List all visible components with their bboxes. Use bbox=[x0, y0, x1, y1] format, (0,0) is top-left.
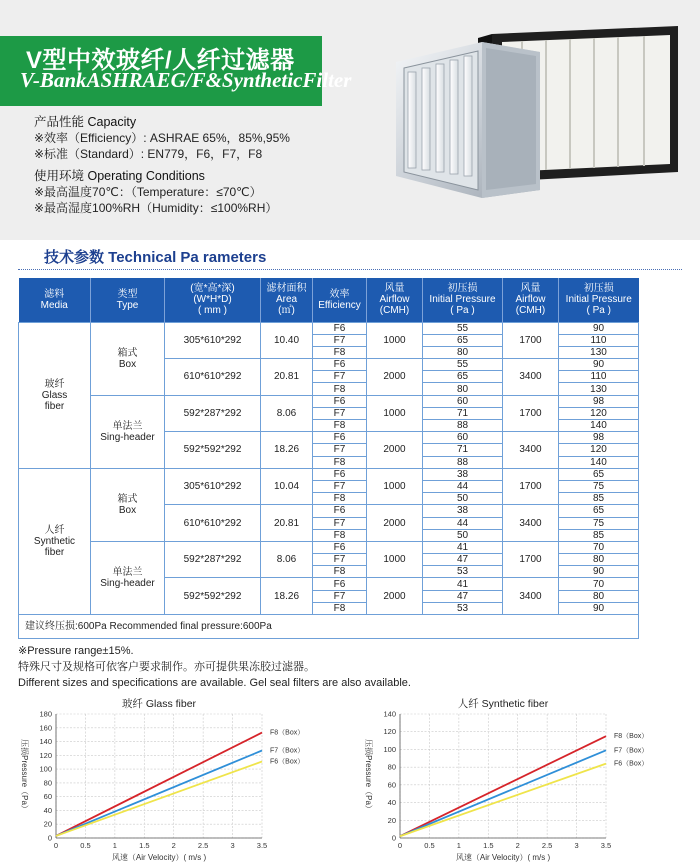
temperature-spec: ※最高温度70℃：（Temperature：≤70℃） bbox=[34, 185, 262, 199]
airflow-cell: 3400 bbox=[503, 505, 559, 542]
header bbox=[0, 0, 700, 240]
table-row bbox=[19, 468, 639, 480]
series-line-2 bbox=[400, 764, 606, 837]
initial-pressure-cell: 120 bbox=[559, 444, 639, 456]
initial-pressure-cell: 44 bbox=[423, 480, 503, 492]
header-initial-pressure-2: 初压损 Initial Pressure ( Pa ) bbox=[559, 278, 639, 322]
y-tick-label: 0 bbox=[47, 833, 52, 843]
initial-pressure-cell: 110 bbox=[559, 334, 639, 346]
initial-pressure-cell: 47 bbox=[423, 590, 503, 602]
type-cell: 箱式 Box bbox=[91, 468, 165, 541]
initial-pressure-cell: 80 bbox=[423, 383, 503, 395]
airflow-cell: 2000 bbox=[367, 432, 423, 469]
chart-title: 人纤 Synthetic fiber bbox=[457, 698, 549, 710]
x-tick-label: 2 bbox=[515, 841, 520, 850]
efficiency-cell: F7 bbox=[313, 444, 367, 456]
efficiency-cell: F6 bbox=[313, 541, 367, 553]
header-media: 滤料 Media bbox=[19, 278, 91, 322]
series-line-1 bbox=[56, 751, 262, 836]
airflow-cell: 3400 bbox=[503, 359, 559, 396]
table-header-row bbox=[19, 278, 639, 322]
initial-pressure-cell: 90 bbox=[559, 602, 639, 614]
airflow-cell: 2000 bbox=[367, 359, 423, 396]
efficiency-cell: F8 bbox=[313, 566, 367, 578]
x-tick-label: 3.5 bbox=[256, 841, 268, 850]
legend-label: F7（Box） bbox=[270, 747, 305, 755]
y-tick-label: 120 bbox=[39, 750, 52, 760]
efficiency-cell: F8 bbox=[313, 383, 367, 395]
initial-pressure-cell: 75 bbox=[559, 517, 639, 529]
x-tick-label: 1 bbox=[112, 841, 117, 850]
initial-pressure-cell: 55 bbox=[423, 359, 503, 371]
efficiency-cell: F6 bbox=[313, 468, 367, 480]
header-airflow-1: 风量 Airflow (CMH) bbox=[367, 278, 423, 322]
area-cell: 18.26 bbox=[261, 578, 313, 615]
y-tick-label: 140 bbox=[383, 709, 396, 719]
efficiency-cell: F8 bbox=[313, 456, 367, 468]
efficiency-cell: F6 bbox=[313, 359, 367, 371]
x-tick-label: 3.5 bbox=[600, 841, 612, 850]
size-cell: 305*610*292 bbox=[165, 468, 261, 505]
series-line-2 bbox=[56, 762, 262, 836]
initial-pressure-cell: 53 bbox=[423, 602, 503, 614]
efficiency-cell: F7 bbox=[313, 554, 367, 566]
initial-pressure-cell: 50 bbox=[423, 529, 503, 541]
area-cell: 20.81 bbox=[261, 505, 313, 542]
efficiency-cell: F7 bbox=[313, 334, 367, 346]
initial-pressure-cell: 65 bbox=[559, 468, 639, 480]
initial-pressure-cell: 50 bbox=[423, 493, 503, 505]
series-line-0 bbox=[56, 733, 262, 836]
initial-pressure-cell: 41 bbox=[423, 578, 503, 590]
y-tick-label: 60 bbox=[43, 792, 52, 802]
title-english: V-BankASHRAEG/F&SyntheticFilter bbox=[20, 68, 352, 92]
efficiency-spec: ※效率（Efficiency）: ASHRAE 65%，85%,95% bbox=[34, 131, 290, 145]
initial-pressure-cell: 70 bbox=[559, 541, 639, 553]
airflow-cell: 1000 bbox=[367, 322, 423, 359]
initial-pressure-cell: 60 bbox=[423, 395, 503, 407]
size-cell: 610*610*292 bbox=[165, 359, 261, 396]
y-tick-label: 20 bbox=[387, 815, 396, 825]
x-tick-label: 3 bbox=[574, 841, 579, 850]
initial-pressure-cell: 90 bbox=[559, 322, 639, 334]
y-tick-label: 100 bbox=[39, 764, 52, 774]
media-cell: 玻纤 Glass fiber bbox=[19, 322, 91, 468]
y-tick-label: 180 bbox=[39, 709, 52, 719]
efficiency-cell: F6 bbox=[313, 505, 367, 517]
header-efficiency: 效率 Efficiency bbox=[313, 278, 367, 322]
legend-label: F8（Box） bbox=[270, 729, 305, 737]
airflow-cell: 1700 bbox=[503, 395, 559, 432]
efficiency-cell: F7 bbox=[313, 407, 367, 419]
initial-pressure-cell: 71 bbox=[423, 407, 503, 419]
synthetic-fiber-chart-svg bbox=[350, 696, 700, 868]
initial-pressure-cell: 71 bbox=[423, 444, 503, 456]
initial-pressure-cell: 90 bbox=[559, 359, 639, 371]
size-cell: 305*610*292 bbox=[165, 322, 261, 359]
header-initial-pressure-1: 初压损 Initial Pressure ( Pa ) bbox=[423, 278, 503, 322]
efficiency-cell: F8 bbox=[313, 420, 367, 432]
y-tick-label: 0 bbox=[391, 833, 396, 843]
section-rule bbox=[18, 269, 682, 270]
y-axis-label: 压损Pressure（Pa） bbox=[20, 739, 29, 813]
series-line-0 bbox=[400, 736, 606, 836]
airflow-cell: 1000 bbox=[367, 468, 423, 505]
table-body bbox=[19, 322, 639, 615]
pressure-range-note: ※Pressure range±15%. bbox=[18, 645, 134, 657]
y-tick-label: 80 bbox=[387, 762, 396, 772]
efficiency-cell: F8 bbox=[313, 529, 367, 541]
airflow-cell: 1700 bbox=[503, 322, 559, 359]
conditions-heading: 使用环境 Operating Conditions bbox=[34, 169, 205, 183]
table-row bbox=[19, 395, 639, 407]
glass-fiber-chart bbox=[0, 696, 330, 868]
synthetic-fiber-chart bbox=[350, 696, 700, 868]
initial-pressure-cell: 140 bbox=[559, 420, 639, 432]
x-tick-label: 0.5 bbox=[80, 841, 91, 850]
technical-parameters-table bbox=[18, 278, 639, 639]
area-cell: 8.06 bbox=[261, 395, 313, 432]
initial-pressure-cell: 120 bbox=[559, 407, 639, 419]
efficiency-cell: F8 bbox=[313, 346, 367, 358]
conditions-block bbox=[34, 168, 277, 216]
airflow-cell: 2000 bbox=[367, 505, 423, 542]
initial-pressure-cell: 53 bbox=[423, 566, 503, 578]
chart-title: 玻纤 Glass fiber bbox=[121, 698, 197, 710]
legend-label: F6（Box） bbox=[270, 758, 305, 766]
initial-pressure-cell: 65 bbox=[423, 371, 503, 383]
product-image bbox=[386, 22, 682, 198]
x-tick-label: 1.5 bbox=[139, 841, 150, 850]
series-line-1 bbox=[400, 750, 606, 836]
initial-pressure-cell: 130 bbox=[559, 383, 639, 395]
final-pressure-note: 建议终压损:600Pa Recommended final pressure:600Pa bbox=[19, 615, 639, 639]
initial-pressure-cell: 130 bbox=[559, 346, 639, 358]
initial-pressure-cell: 110 bbox=[559, 371, 639, 383]
efficiency-cell: F6 bbox=[313, 432, 367, 444]
airflow-cell: 1700 bbox=[503, 468, 559, 505]
y-tick-label: 60 bbox=[387, 780, 396, 790]
efficiency-cell: F7 bbox=[313, 480, 367, 492]
x-axis-label: 风速（Air Velocity）( m/s ) bbox=[111, 853, 207, 862]
initial-pressure-cell: 75 bbox=[559, 480, 639, 492]
header-airflow-2: 风量 Airflow (CMH) bbox=[503, 278, 559, 322]
initial-pressure-cell: 65 bbox=[559, 505, 639, 517]
efficiency-cell: F8 bbox=[313, 602, 367, 614]
y-tick-label: 100 bbox=[383, 744, 396, 754]
efficiency-cell: F7 bbox=[313, 517, 367, 529]
legend-label: F8（Box） bbox=[614, 733, 649, 741]
section-title: 技术参数 Technical Pa rameters bbox=[44, 249, 267, 266]
title-chinese: V型中效玻纤/人纤过滤器 bbox=[26, 47, 295, 74]
x-tick-label: 0 bbox=[53, 841, 59, 850]
initial-pressure-cell: 38 bbox=[423, 468, 503, 480]
airflow-cell: 1000 bbox=[367, 541, 423, 578]
legend-label: F7（Box） bbox=[614, 747, 649, 755]
type-cell: 单法兰 Sing-header bbox=[91, 395, 165, 468]
x-tick-label: 2.5 bbox=[197, 841, 209, 850]
size-cell: 610*610*292 bbox=[165, 505, 261, 542]
x-tick-label: 1 bbox=[456, 841, 461, 850]
x-tick-label: 2 bbox=[171, 841, 176, 850]
y-tick-label: 160 bbox=[39, 723, 52, 733]
initial-pressure-cell: 80 bbox=[559, 590, 639, 602]
airflow-cell: 1000 bbox=[367, 395, 423, 432]
filter-metal-frame bbox=[396, 42, 540, 198]
area-cell: 10.04 bbox=[261, 468, 313, 505]
efficiency-cell: F6 bbox=[313, 578, 367, 590]
x-axis-label: 风速（Air Velocity）( m/s ) bbox=[455, 853, 551, 862]
y-tick-label: 140 bbox=[39, 737, 52, 747]
initial-pressure-cell: 65 bbox=[423, 334, 503, 346]
initial-pressure-cell: 98 bbox=[559, 432, 639, 444]
initial-pressure-cell: 44 bbox=[423, 517, 503, 529]
size-cell: 592*287*292 bbox=[165, 541, 261, 578]
header-type: 类型 Type bbox=[91, 278, 165, 322]
initial-pressure-cell: 38 bbox=[423, 505, 503, 517]
initial-pressure-cell: 41 bbox=[423, 541, 503, 553]
airflow-cell: 3400 bbox=[503, 578, 559, 615]
custom-note-chinese: 特殊尺寸及规格可依客户要求制作。亦可提供果冻胶过滤器。 bbox=[18, 661, 315, 673]
custom-note-english: Different sizes and specifications are available. Gel seal filters are also available. bbox=[18, 677, 411, 689]
y-tick-label: 40 bbox=[387, 798, 396, 808]
initial-pressure-cell: 98 bbox=[559, 395, 639, 407]
initial-pressure-cell: 47 bbox=[423, 554, 503, 566]
initial-pressure-cell: 60 bbox=[423, 432, 503, 444]
initial-pressure-cell: 70 bbox=[559, 578, 639, 590]
area-cell: 10.40 bbox=[261, 322, 313, 359]
initial-pressure-cell: 80 bbox=[559, 554, 639, 566]
header-size: (宽*高*深) (W*H*D) ( mm ) bbox=[165, 278, 261, 322]
x-tick-label: 0 bbox=[397, 841, 403, 850]
initial-pressure-cell: 88 bbox=[423, 420, 503, 432]
airflow-cell: 1700 bbox=[503, 541, 559, 578]
area-cell: 8.06 bbox=[261, 541, 313, 578]
efficiency-cell: F6 bbox=[313, 322, 367, 334]
standard-spec: ※标准（Standard）: EN779，F6，F7，F8 bbox=[34, 147, 263, 161]
capacity-heading: 产品性能 Capacity bbox=[34, 115, 137, 129]
area-cell: 18.26 bbox=[261, 432, 313, 469]
area-cell: 20.81 bbox=[261, 359, 313, 396]
media-cell: 人纤 Synthetic fiber bbox=[19, 468, 91, 614]
legend-label: F6（Box） bbox=[614, 760, 649, 768]
header-area: 滤材面积 Area (㎡) bbox=[261, 278, 313, 322]
airflow-cell: 3400 bbox=[503, 432, 559, 469]
size-cell: 592*592*292 bbox=[165, 432, 261, 469]
table-footer-row bbox=[19, 615, 639, 639]
x-tick-label: 1.5 bbox=[483, 841, 494, 850]
x-tick-label: 0.5 bbox=[424, 841, 435, 850]
y-tick-label: 20 bbox=[43, 819, 52, 829]
y-tick-label: 80 bbox=[43, 778, 52, 788]
size-cell: 592*287*292 bbox=[165, 395, 261, 432]
glass-fiber-chart-svg bbox=[0, 696, 330, 868]
type-cell: 单法兰 Sing-header bbox=[91, 541, 165, 614]
airflow-cell: 2000 bbox=[367, 578, 423, 615]
y-tick-label: 120 bbox=[383, 727, 396, 737]
initial-pressure-cell: 90 bbox=[559, 566, 639, 578]
initial-pressure-cell: 140 bbox=[559, 456, 639, 468]
x-tick-label: 2.5 bbox=[541, 841, 553, 850]
initial-pressure-cell: 85 bbox=[559, 493, 639, 505]
humidity-spec: ※最高湿度100%RH（Humidity：≤100%RH） bbox=[34, 201, 278, 215]
efficiency-cell: F8 bbox=[313, 493, 367, 505]
efficiency-cell: F7 bbox=[313, 371, 367, 383]
y-tick-label: 40 bbox=[43, 805, 52, 815]
initial-pressure-cell: 80 bbox=[423, 346, 503, 358]
section-heading bbox=[18, 246, 682, 272]
notes bbox=[18, 644, 411, 692]
initial-pressure-cell: 55 bbox=[423, 322, 503, 334]
size-cell: 592*592*292 bbox=[165, 578, 261, 615]
table-row bbox=[19, 322, 639, 334]
efficiency-cell: F6 bbox=[313, 395, 367, 407]
table-row bbox=[19, 541, 639, 553]
efficiency-cell: F7 bbox=[313, 590, 367, 602]
x-tick-label: 3 bbox=[230, 841, 235, 850]
y-axis-label: 压损Pressure（Pa） bbox=[364, 739, 373, 813]
initial-pressure-cell: 85 bbox=[559, 529, 639, 541]
initial-pressure-cell: 88 bbox=[423, 456, 503, 468]
capacity-block bbox=[34, 114, 290, 162]
type-cell: 箱式 Box bbox=[91, 322, 165, 395]
